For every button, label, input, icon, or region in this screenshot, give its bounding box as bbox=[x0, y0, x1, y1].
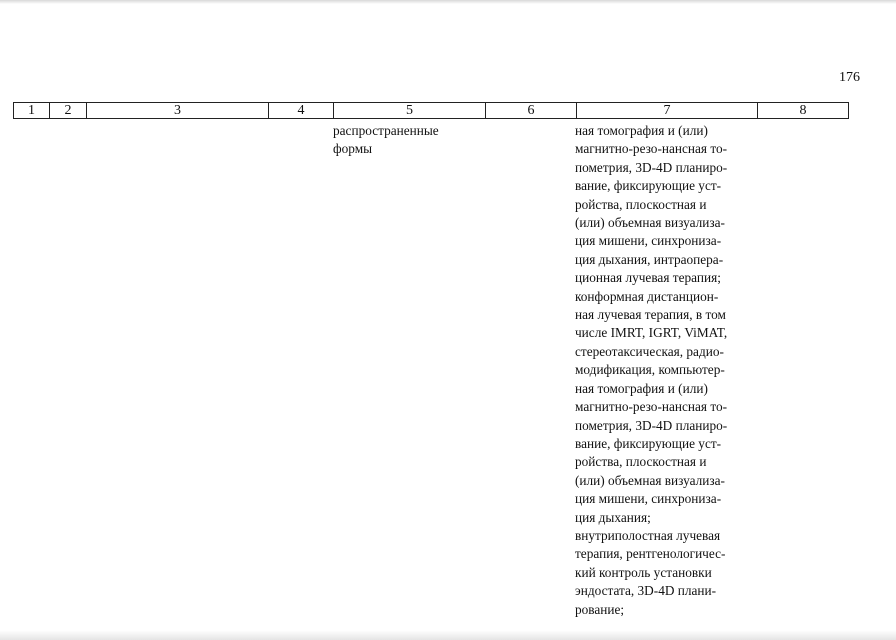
column-7-line: модификация, компьютер- bbox=[575, 362, 725, 378]
column-7-line: вание, фиксирующие уст- bbox=[575, 435, 722, 451]
column-7-line: числе IMRT, IGRT, ViMAT, bbox=[575, 325, 728, 341]
column-header-3: 3 bbox=[87, 103, 269, 119]
column-7-line: ция мишени, синхрониза- bbox=[575, 491, 722, 507]
column-7-line: ция мишени, синхрониза- bbox=[575, 233, 722, 249]
column-header-4: 4 bbox=[269, 103, 334, 119]
column-7-line: вание, фиксирующие уст- bbox=[575, 178, 722, 194]
column-7-line: ройства, плоскостная и bbox=[575, 454, 707, 470]
column-7-line: терапия, рентгенологичес- bbox=[575, 546, 726, 562]
column-header-5: 5 bbox=[334, 103, 486, 119]
column-7-cell bbox=[575, 122, 749, 619]
column-7-line: кий контроль установки bbox=[575, 564, 712, 580]
column-header-6: 6 bbox=[486, 103, 577, 119]
column-7-line: внутриполостная лучевая bbox=[575, 527, 721, 543]
column-7-line: ная томография и (или) bbox=[575, 380, 708, 396]
column-7-line: конформная дистанцион- bbox=[575, 288, 719, 304]
column-header-1: 1 bbox=[14, 103, 50, 119]
column-7-line: магнитно-резо-нансная то- bbox=[575, 399, 728, 415]
scan-bottom-edge bbox=[0, 630, 896, 640]
table-header-row bbox=[13, 102, 849, 119]
column-7-line: (или) объемная визуализа- bbox=[575, 215, 725, 231]
column-5-line: распространенные bbox=[333, 123, 439, 138]
column-7-line: ция дыхания, интраопера- bbox=[575, 251, 724, 267]
column-5-cell bbox=[333, 122, 478, 159]
column-7-line: ция дыхания; bbox=[575, 509, 651, 525]
column-7-line: эндостата, 3D-4D плани- bbox=[575, 583, 717, 599]
column-7-line: рование; bbox=[575, 601, 625, 617]
column-7-line: ная лучевая терапия, в том bbox=[575, 307, 726, 323]
column-7-line: ная томография и (или) bbox=[575, 123, 708, 138]
column-header-2: 2 bbox=[50, 103, 87, 119]
column-5-line: формы bbox=[333, 141, 373, 157]
column-7-line: пометрия, 3D-4D планиро- bbox=[575, 417, 728, 433]
column-header-8: 8 bbox=[758, 103, 849, 119]
column-7-line: магнитно-резо-нансная то- bbox=[575, 141, 728, 157]
page-number: 176 bbox=[839, 70, 860, 85]
column-7-line: ройства, плоскостная и bbox=[575, 196, 707, 212]
column-7-line: пометрия, 3D-4D планиро- bbox=[575, 159, 728, 175]
scan-top-edge bbox=[0, 0, 896, 4]
column-7-line: (или) объемная визуализа- bbox=[575, 472, 725, 488]
column-7-line: ционная лучевая терапия; bbox=[575, 270, 721, 286]
column-7-line: стереотаксическая, радио- bbox=[575, 343, 724, 359]
column-header-7: 7 bbox=[577, 103, 758, 119]
